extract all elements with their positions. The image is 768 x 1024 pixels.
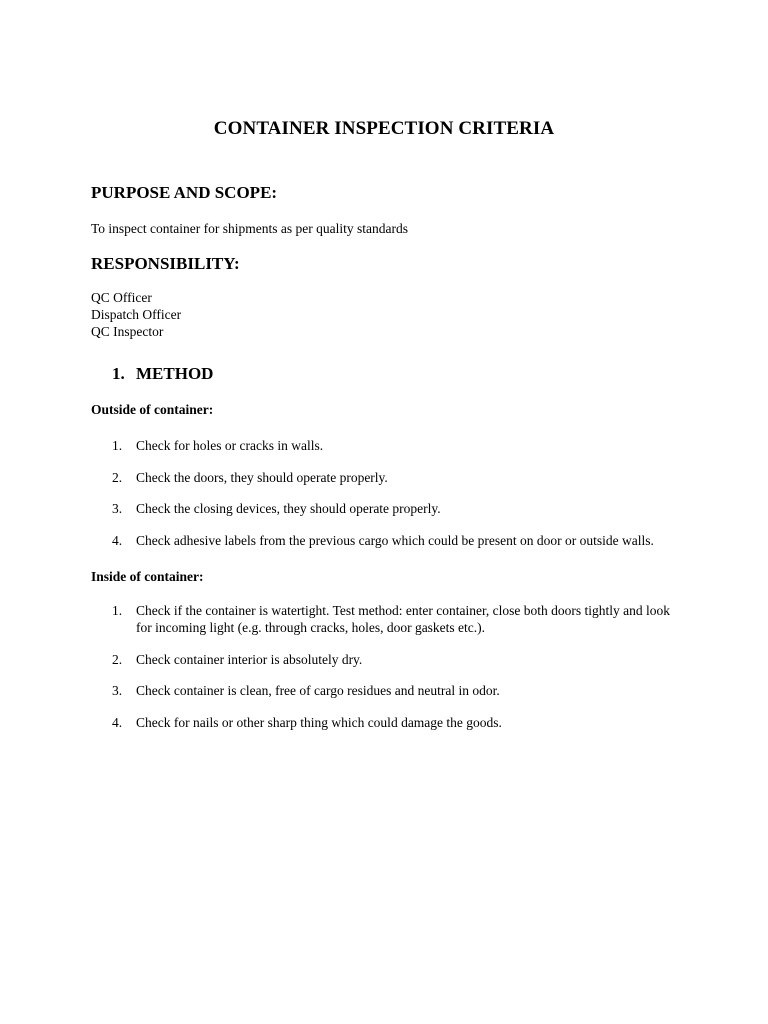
inside-heading: Inside of container: [91, 569, 204, 584]
list-item-number: 3. [112, 683, 123, 698]
method-heading-text: METHOD [136, 364, 214, 383]
list-item-number: 1. [112, 603, 123, 618]
list-item-text: Check adhesive labels from the previous cargo which could be present on door or outside walls. [136, 532, 654, 548]
list-item [112, 437, 672, 469]
list-item-text: Check for holes or cracks in walls. [136, 438, 324, 453]
outside-checklist [112, 437, 672, 563]
list-item-number: 3. [112, 501, 123, 516]
list-item [112, 682, 672, 699]
list-item [112, 602, 672, 636]
list-item [112, 714, 672, 731]
list-item-number: 1. [112, 438, 123, 453]
list-item [112, 532, 672, 564]
method-heading [112, 364, 213, 384]
list-item-text: Check if the container is watertight. Test method: enter container, close both doors tightly and look for incoming light (e.g. through cracks, holes, door gaskets etc.). [136, 603, 671, 635]
responsibility-list [91, 289, 181, 340]
list-item-text: Check container interior is absolutely dry. [136, 651, 363, 667]
list-item-number: 4. [112, 532, 123, 548]
list-item-number: 2. [112, 651, 123, 667]
document-title: CONTAINER INSPECTION CRITERIA [213, 118, 555, 139]
list-item-text: Check for nails or other sharp thing which could damage the goods. [136, 714, 502, 730]
purpose-heading: PURPOSE AND SCOPE: [91, 183, 278, 202]
responsibility-heading: RESPONSIBILITY: [91, 254, 240, 273]
list-item-number: 2. [112, 469, 123, 485]
responsibility-item: QC Officer [91, 290, 152, 305]
list-item-text: Check container is clean, free of cargo residues and neutral in odor. [136, 683, 500, 698]
list-item [112, 469, 672, 501]
outside-heading: Outside of container: [91, 402, 214, 417]
method-number: 1. [112, 364, 125, 383]
list-item [112, 651, 672, 668]
list-item [112, 500, 672, 532]
purpose-text: To inspect container for shipments as per quality standards [91, 221, 408, 236]
list-item-text: Check the closing devices, they should operate properly. [136, 501, 441, 516]
list-item-number: 4. [112, 714, 123, 730]
inside-checklist [112, 602, 672, 745]
responsibility-item: QC Inspector [91, 324, 164, 339]
responsibility-item: Dispatch Officer [91, 307, 182, 322]
list-item-text: Check the doors, they should operate properly. [136, 469, 388, 485]
